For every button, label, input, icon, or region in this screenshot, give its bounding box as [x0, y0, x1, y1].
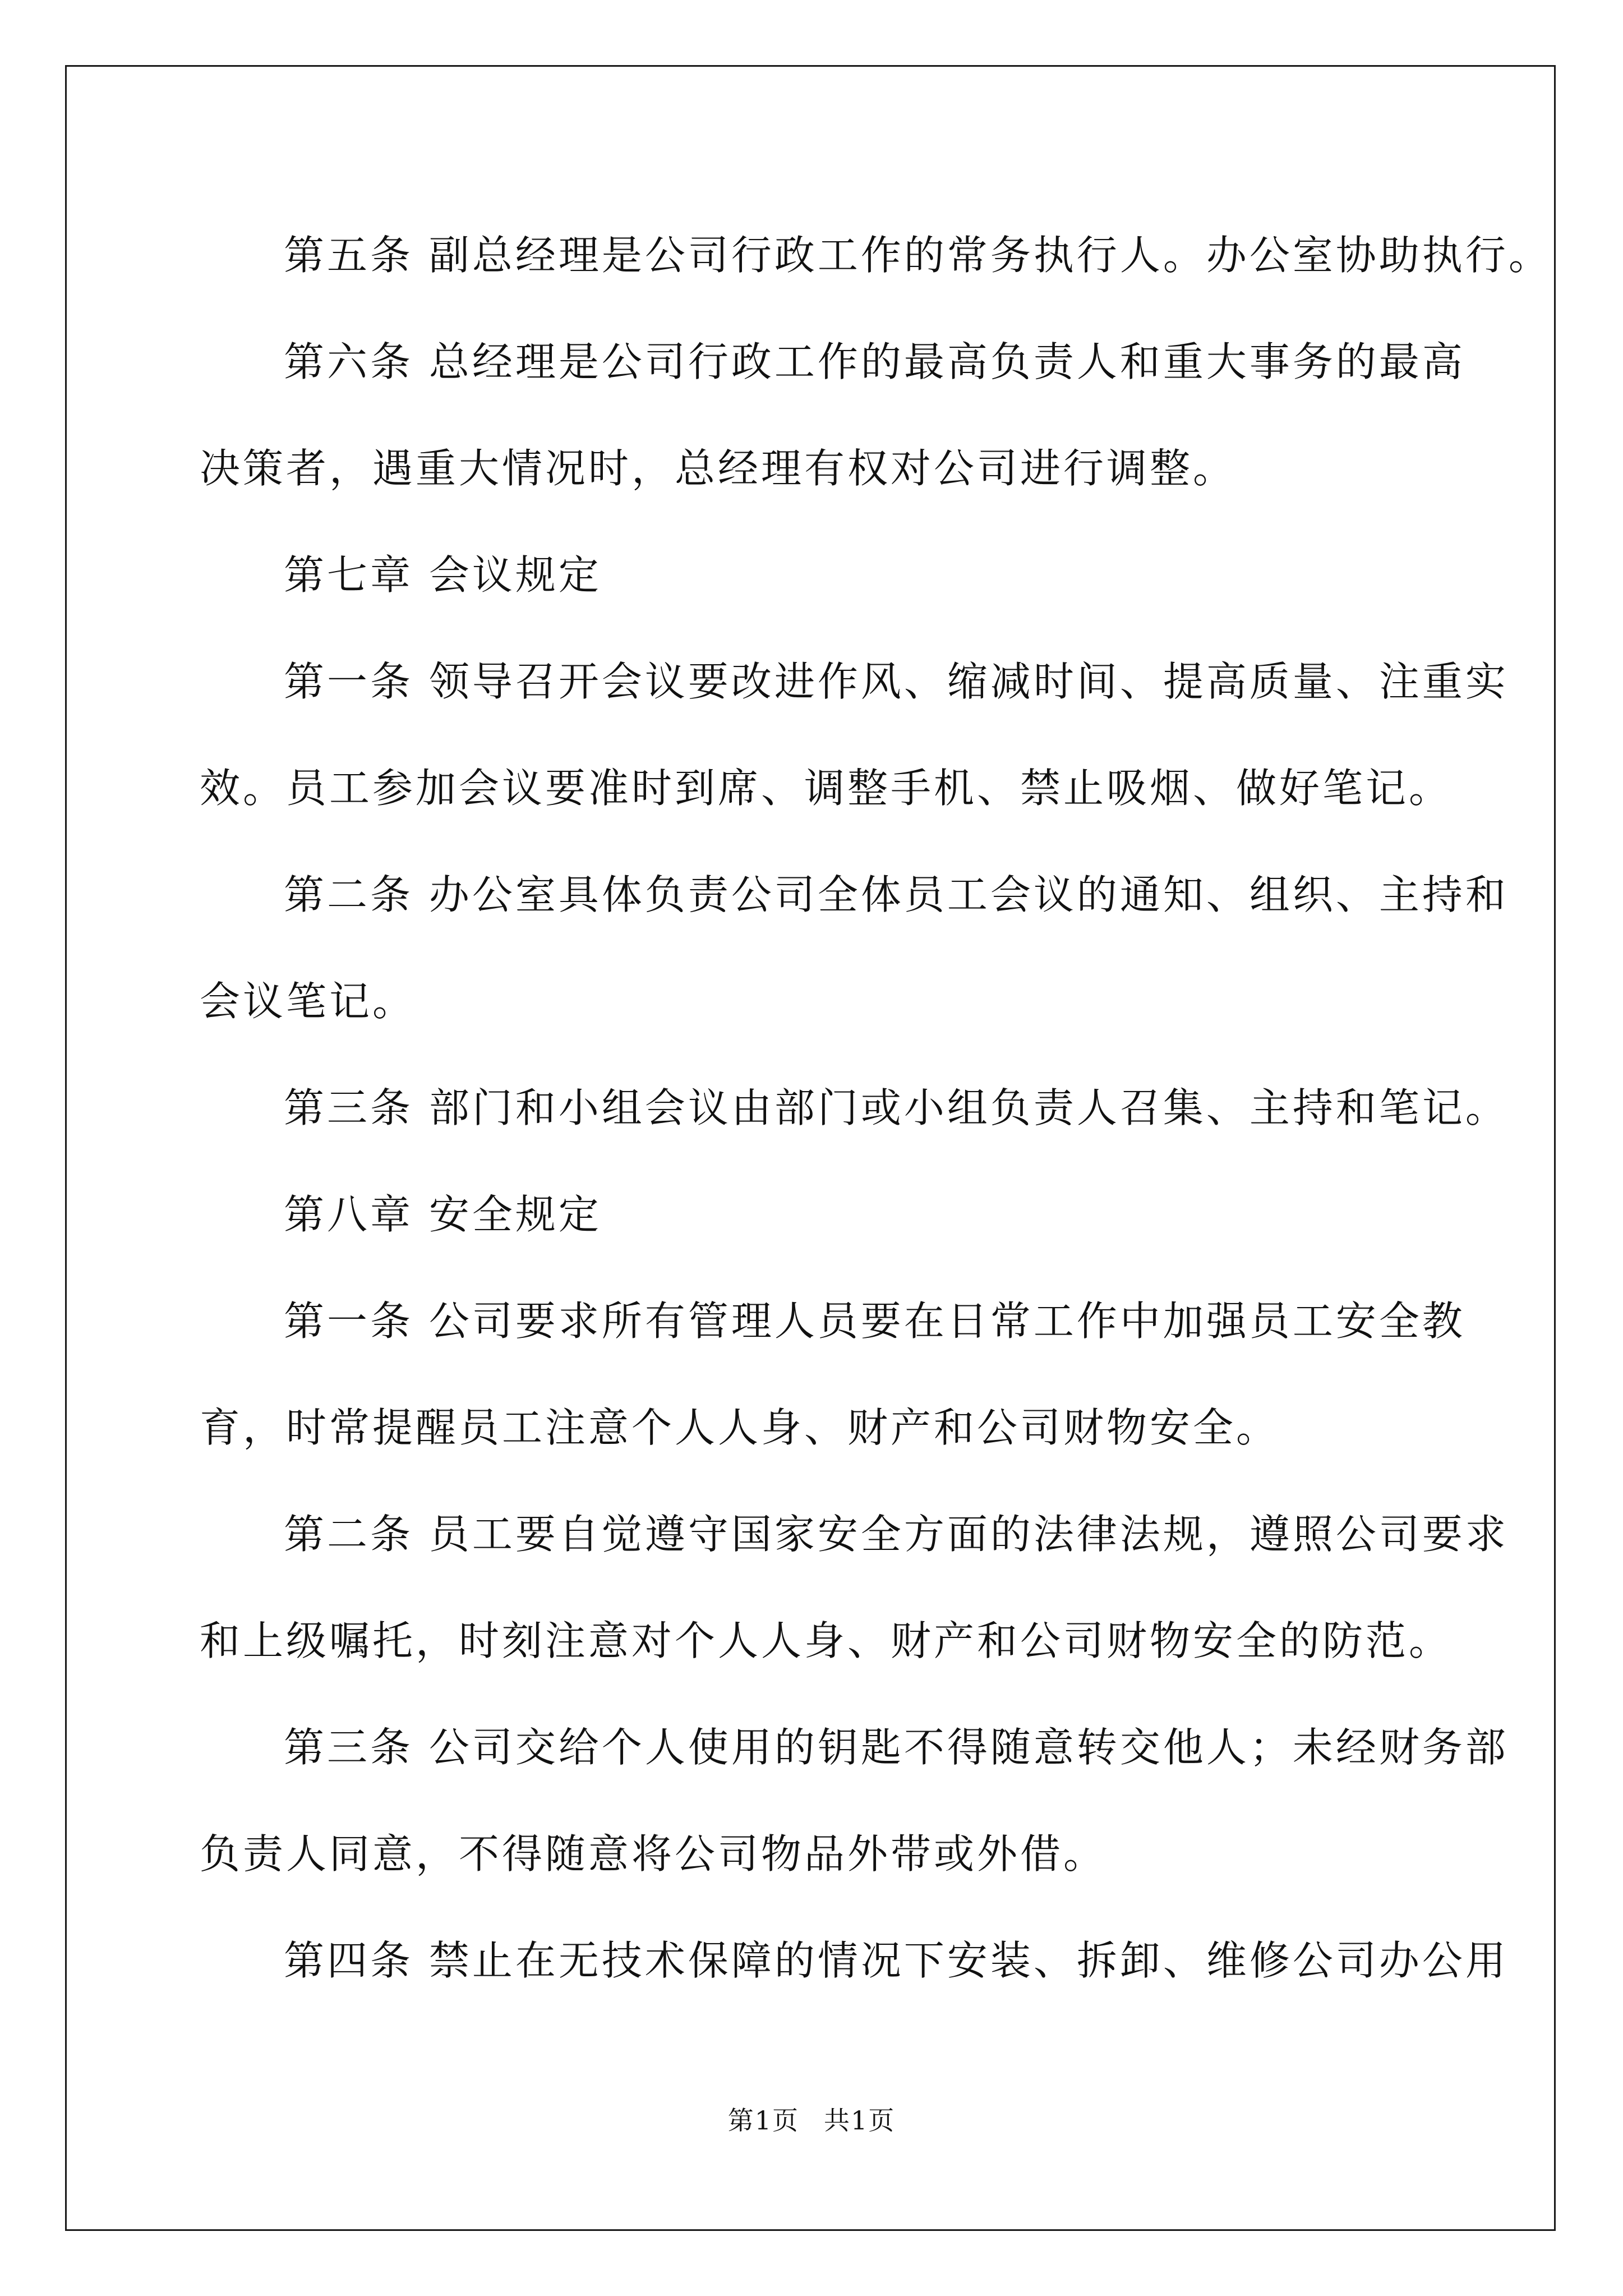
page-number-total: 共1页 [824, 2105, 896, 2136]
chapter-8-heading [200, 1161, 1422, 1268]
paragraph-line: 第一条 公司要求所有管理人员要在日常工作中加强员工安全教 [284, 1297, 1465, 1345]
paragraph-ch8-article-3 [200, 1694, 1509, 1907]
paragraph-ch8-article-1 [200, 1268, 1465, 1481]
paragraph-line: 第二条 办公室具体负责公司全体员工会议的通知、组织、主持和 [284, 871, 1509, 918]
paragraph-ch7-article-3 [200, 1055, 1509, 1161]
paragraph-article-6 [200, 309, 1465, 522]
paragraph-line: 会议笔记。 [200, 978, 416, 1025]
paragraph-line: 决策者，遇重大情况时，总经理有权对公司进行调整。 [200, 445, 1237, 492]
paragraph-line: 和上级嘱托，时刻注意对个人人身、财产和公司财物安全的防范。 [200, 1617, 1453, 1664]
paragraph-line: 育，时常提醒员工注意个人人身、财产和公司财物安全。 [200, 1404, 1280, 1451]
paragraph-ch7-article-1 [200, 628, 1509, 841]
paragraph-article-5 [200, 202, 1552, 309]
paragraph-line: 第六条 总经理是公司行政工作的最高负责人和重大事务的最高 [284, 338, 1465, 385]
paragraph-ch8-article-2 [200, 1481, 1509, 1694]
paragraph-line: 第三条 公司交给个人使用的钥匙不得随意转交他人；未经财务部 [284, 1724, 1509, 1771]
paragraph-line: 第一条 领导召开会议要改进作风、缩减时间、提高质量、注重实 [284, 658, 1509, 705]
paragraph-line: 效。员工参加会议要准时到席、调整手机、禁止吸烟、做好笔记。 [200, 765, 1453, 812]
chapter-heading-text: 第七章 会议规定 [284, 551, 602, 599]
paragraph-ch7-article-2 [200, 841, 1509, 1055]
paragraph-line: 第五条 副总经理是公司行政工作的常务执行人。办公室协助执行。 [284, 232, 1552, 279]
paragraph-line: 负责人同意，不得随意将公司物品外带或外借。 [200, 1830, 1107, 1878]
page-footer [0, 2104, 1623, 2137]
page-number-current: 第1页 [727, 2105, 799, 2136]
paragraph-line: 第三条 部门和小组会议由部门或小组负责人召集、主持和笔记。 [284, 1084, 1509, 1131]
paragraph-line: 第四条 禁止在无技术保障的情况下安装、拆卸、维修公司办公用 [284, 1937, 1509, 1984]
paragraph-line: 第二条 员工要自觉遵守国家安全方面的法律法规，遵照公司要求 [284, 1511, 1509, 1558]
document-body [200, 202, 1552, 2014]
chapter-7-heading [200, 522, 1422, 628]
chapter-heading-text: 第八章 安全规定 [284, 1191, 602, 1238]
paragraph-ch8-article-4 [200, 1907, 1509, 2014]
